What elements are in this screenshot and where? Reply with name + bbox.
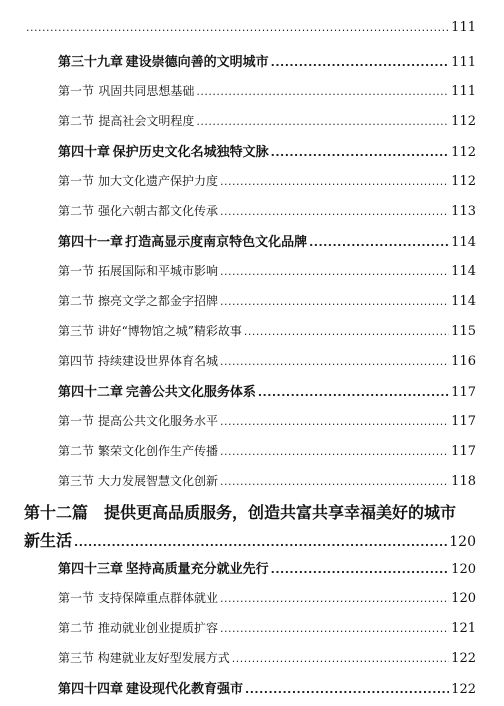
toc-section[interactable]	[58, 82, 476, 99]
dot-leader	[271, 145, 450, 160]
toc-chapter[interactable]	[58, 558, 476, 577]
dot-leader	[220, 264, 449, 278]
toc-section[interactable]	[58, 619, 476, 636]
section-number: 第三节	[58, 474, 95, 488]
section-title: 支持保障重点群体就业	[97, 591, 218, 605]
chapter-number: 第四十四章	[58, 682, 124, 697]
page-number: 120	[449, 534, 476, 550]
dot-leader	[220, 414, 449, 428]
toc-section[interactable]	[58, 262, 476, 279]
page-number: 117	[451, 385, 476, 400]
section-title: 构建就业友好型发展方式	[97, 651, 230, 665]
section-number: 第二节	[58, 444, 95, 458]
toc-section[interactable]	[58, 112, 476, 129]
toc-chapter[interactable]	[58, 141, 476, 160]
section-title: 大力发展智慧文化创新	[97, 474, 218, 488]
chapter-title: 保护历史文化名城独特文脉	[112, 145, 269, 160]
chapter-title: 打造高显示度南京特色文化品牌	[125, 235, 308, 250]
chapter-title: 建设崇德向善的文明城市	[125, 55, 269, 70]
toc-section[interactable]	[58, 649, 476, 666]
toc-part-line2[interactable]	[24, 528, 476, 551]
section-number: 第二节	[58, 294, 95, 308]
dot-leader	[74, 531, 447, 550]
section-title: 讲好“博物馆之城”精彩故事	[97, 324, 242, 338]
section-number: 第一节	[58, 264, 95, 278]
section-number: 第四节	[58, 354, 95, 368]
toc-section[interactable]	[58, 352, 476, 369]
chapter-number: 第四十二章	[58, 385, 124, 400]
toc-continuation-line	[24, 20, 476, 35]
toc-part-line1[interactable]	[24, 500, 476, 523]
part-number: 第十二篇	[24, 503, 89, 522]
toc-chapter[interactable]	[58, 231, 476, 250]
toc-section[interactable]	[58, 172, 476, 189]
section-number: 第二节	[58, 204, 95, 218]
toc-section[interactable]	[58, 589, 476, 606]
page-number: 117	[451, 414, 476, 429]
page-number: 112	[451, 145, 476, 160]
page-number: 112	[451, 174, 476, 189]
dot-leader	[258, 385, 449, 400]
page-number: 122	[451, 651, 476, 666]
section-number: 第一节	[58, 174, 95, 188]
chapter-number: 第四十一章	[58, 235, 124, 250]
page-number: 118	[451, 474, 476, 489]
section-title: 推动就业创业提质扩容	[97, 621, 218, 635]
dot-leader	[196, 114, 449, 128]
dot-leader	[196, 84, 449, 98]
part-title: 提供更高品质服务，创造共富共享幸福美好的城市	[104, 503, 457, 522]
chapter-number: 第四十三章	[58, 562, 124, 577]
dot-leader	[220, 354, 449, 368]
chapter-title: 完善公共文化服务体系	[125, 385, 256, 400]
section-title: 巩固共同思想基础	[98, 84, 195, 98]
section-title: 提高社会文明程度	[98, 114, 195, 128]
dot-leader	[220, 591, 449, 605]
dot-leader	[220, 621, 449, 635]
page-number: 120	[451, 591, 476, 606]
chapter-number: 第四十章	[58, 145, 111, 160]
dot-leader	[220, 174, 449, 188]
section-title: 强化六朝古都文化传承	[97, 204, 218, 218]
toc-section[interactable]	[58, 442, 476, 459]
dot-leader	[220, 474, 449, 488]
page-number: 117	[451, 444, 476, 459]
section-number: 第三节	[58, 651, 95, 665]
dot-leader	[26, 20, 449, 35]
page-number: 114	[451, 294, 476, 309]
dot-leader	[271, 562, 450, 577]
toc-section[interactable]	[58, 202, 476, 219]
page-number: 114	[451, 235, 476, 250]
dot-leader	[220, 444, 449, 458]
section-title: 拓展国际和平城市影响	[97, 264, 218, 278]
dot-leader	[220, 294, 449, 308]
dot-leader	[244, 324, 449, 338]
section-title: 繁荣文化创作生产传播	[97, 444, 218, 458]
chapter-title: 建设现代化教育强市	[126, 682, 244, 697]
section-number: 第三节	[58, 324, 95, 338]
section-title: 加大文化遗产保护力度	[97, 174, 218, 188]
page-number: 121	[451, 621, 476, 636]
section-title: 擦亮文学之都金字招牌	[97, 294, 218, 308]
page-number: 111	[451, 20, 476, 35]
dot-leader	[271, 55, 450, 70]
toc-section[interactable]	[58, 412, 476, 429]
page-number: 111	[451, 55, 476, 70]
chapter-number: 第三十九章	[58, 55, 124, 70]
toc-chapter[interactable]	[58, 51, 476, 70]
page-number: 114	[451, 264, 476, 279]
page-number: 112	[451, 114, 476, 129]
section-title: 提高公共文化服务水平	[97, 414, 218, 428]
section-number: 第二节	[58, 621, 95, 635]
toc-section[interactable]	[58, 472, 476, 489]
page-number: 115	[451, 324, 476, 339]
page-number: 113	[451, 204, 476, 219]
page-number: 111	[451, 84, 476, 99]
section-title: 持续建设世界体育名城	[97, 354, 218, 368]
section-number: 第一节	[58, 414, 95, 428]
part-title-continued: 新生活	[24, 531, 73, 550]
toc-chapter[interactable]	[58, 678, 476, 697]
dot-leader	[245, 682, 449, 697]
dot-leader	[232, 651, 449, 665]
page-number: 116	[451, 354, 476, 369]
chapter-title: 坚持高质量充分就业先行	[125, 562, 269, 577]
dot-leader	[309, 235, 449, 250]
page-number: 122	[451, 682, 476, 697]
toc-section[interactable]	[58, 292, 476, 309]
dot-leader	[220, 204, 449, 218]
section-number: 第一节	[58, 84, 95, 98]
toc-chapter[interactable]	[58, 381, 476, 400]
toc-section[interactable]	[58, 322, 476, 339]
section-number: 第二节	[58, 114, 95, 128]
section-number: 第一节	[58, 591, 95, 605]
page-number: 120	[451, 562, 476, 577]
